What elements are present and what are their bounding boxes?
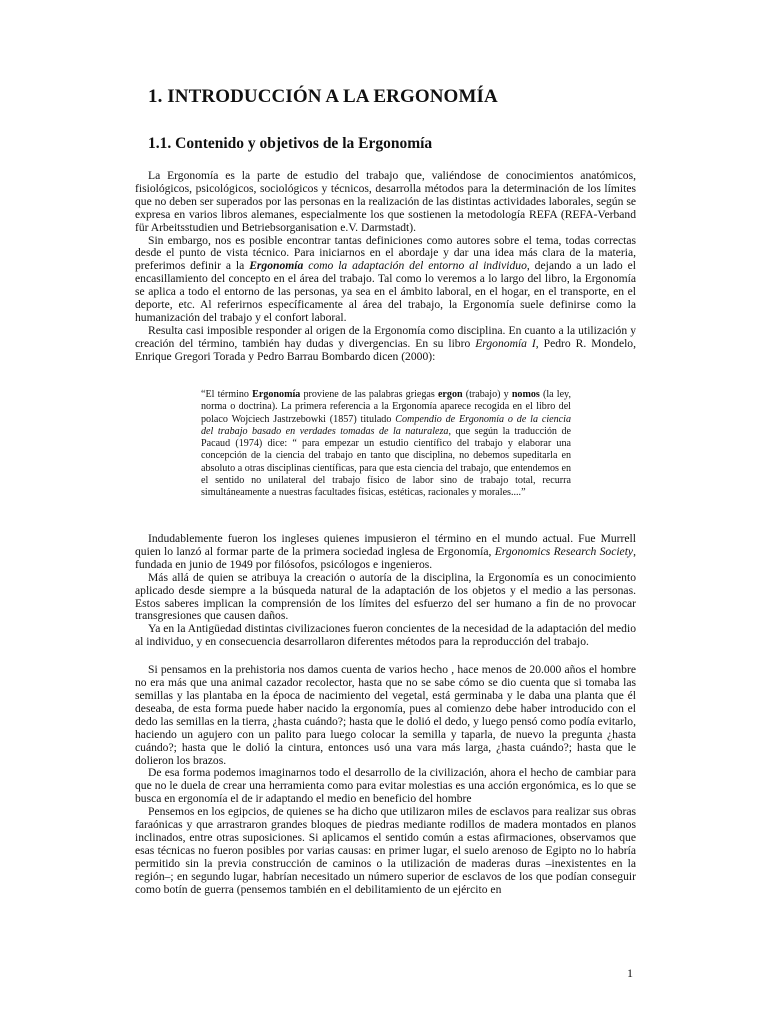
paragraph-definition: La Ergonomía es la parte de estudio del trabajo que, valiéndose de conocimientos anatómicos, fisiológicos, psicológicos, sociológicos y técnicos, desarrolla métodos para la determinación de los límites que no deben ser superados por las personas en la realización de las distintas actividades laborales, según se expresa en varios libros alemanes, especialmente los que sostienen la metodología REFA (REFA-Verband für Arbeitsstudien und Betriebsorganisation e.V. Darmstadt). (135, 169, 636, 234)
paragraph-applied-knowledge: Más allá de quien se atribuya la creación o autoría de la disciplina, la Ergonomía es un conocimiento aplicado desde siempre a la búsqueda natural de la adaptación de los objetos y el medio a las personas. Estos saberes implican la comprensión de los límites del esfuerzo del ser humano a fin de no provocar transgresiones que causen daños. (135, 570, 636, 623)
paragraph-definitions: Sin embargo, nos es posible encontrar tantas definiciones como autores sobre el tema, todas correctas desde el punto de vista técnico. Para iniciarnos en el abordaje y dar una idea más clara de la materia, preferimos definir a la Ergonomía como la adaptación del entorno al individuo, dejando a un lado el encasillamiento del concepto en el área del trabajo. Tal como lo veremos a lo largo del libro, la Ergonomía se aplica a todo el entorno de las personas, ya sea en el ámbito laboral, en el hogar, en el transporte, en el deporte, etc. Al referirnos específicamente al área del trabajo, la Ergonomía suele definirse como la humanización del trabajo y el confort laboral. (135, 233, 636, 324)
paragraph-prehistory: Si pensamos en la prehistoria nos damos cuenta de varios hecho , hace menos de 20.000 años el hombre no era más que una animal cazador recolector, hasta que no se sabe cómo se dio cuenta que si tomaba las semillas y las plantaba en la época de nacimiento del vegetal, está germinaba y le daba una planta que él deseaba, de esta forma puede haber nacido la ergonomía, pues al comienzo debe haber introducido con el dedo las semillas en la tierra, ¿hasta cuándo?; hasta que le dolió el dedo, y luego pensó como podía evitarlo, haciendo un agujero con un palito para luego colocar la semilla y taparla, de nuevo la pregunta ¿hasta cuándo?; hasta que le dolió la cintura, entonces usó una vara más larga, ¿hasta cuándo?; hasta que le dolieron los brazos. (135, 663, 636, 767)
paragraph-origin: Resulta casi imposible responder al origen de la Ergonomía como disciplina. En cuanto a la utilización y creación del término, también hay dudas y divergencias. En su libro Ergonomía I, Pedro R. Mondelo, Enrique Gregori Torada y Pedro Barrau Bombardo dicen (2000): (135, 323, 637, 363)
paragraph-murrell: Indudablemente fueron los ingleses quienes impusieron el término en el mundo actual. Fue Murrell quien lo lanzó al formar parte de la primera sociedad inglesa de Ergonomía, Ergonomics Research Society, fundada en junio de 1949 por filósofos, psicólogos e ingenieros. (135, 532, 636, 571)
body-block-2 (135, 533, 636, 896)
body-block-1 (135, 170, 636, 364)
block-quote (201, 389, 571, 500)
section-title: 1.1. Contenido y objetivos de la Ergonomía (148, 135, 433, 152)
paragraph-egyptians: Pensemos en los egipcios, de quienes se ha dicho que utilizaron miles de esclavos para realizar sus obras faraónicas y que arrastraron grandes bloques de piedras mediante rodillos de madera montados en planos inclinados, entre otras suposiciones. Si aplicamos el sentido común a estas afirmaciones, observamos que esas técnicas no fueron posibles por varias causas: en primer lugar, el suelo arenoso de Egipto no lo habría permitido sin la previa construcción de caminos o la utilización de maderas duras –inexistentes en la región–; en segundo lugar, habrían necesitado un número superior de esclavos de los que podían conseguir como botín de guerra (pensemos también en el debilitamiento de un ejército en (135, 805, 636, 896)
chapter-title: 1. INTRODUCCIÓN A LA ERGONOMÍA (148, 86, 498, 107)
quote-text: “El término Ergonomía proviene de las palabras griegas ergon (trabajo) y nomos (la ley, norma o doctrina). La primera referencia a la Ergonomía aparece recogida en el libro del polaco Wojciech Jastrzebowki (1857) titulado Compendio de Ergonomía o de la ciencia del trabajo basado en verdades tomadas de la naturaleza, que según la traducción de Pacaud (1974) dice: “ para empezar un estudio científico del trabajo y elaborar una concepción de la ciencia del trabajo en tanto que disciplina, no debemos supeditarla en absoluto a otras disciplinas científicas, para que esta ciencia del trabajo, que entendemos en el sentido no unilateral del trabajo físico de labor sino de trabajo total, recurra simultáneamente a nuestras facultades físicas, estéticas, racionales y morales....” (201, 389, 571, 499)
page-number: 1 (627, 966, 633, 980)
paragraph-antiquity: Ya en la Antigüedad distintas civilizaciones fueron concientes de la necesidad de la adaptación del medio al individuo, y en consecuencia desarrollaron diferentes métodos para la reproducción del trabajo. (135, 622, 636, 649)
paragraph-civilization: De esa forma podemos imaginarnos todo el desarrollo de la civilización, ahora el hecho de cambiar para que no le duela de crear una herramienta como para evitar molestias es una acción ergonómica, es lo que se busca en ergonomía el de ir adaptando el medio en beneficio del hombre (135, 766, 636, 806)
